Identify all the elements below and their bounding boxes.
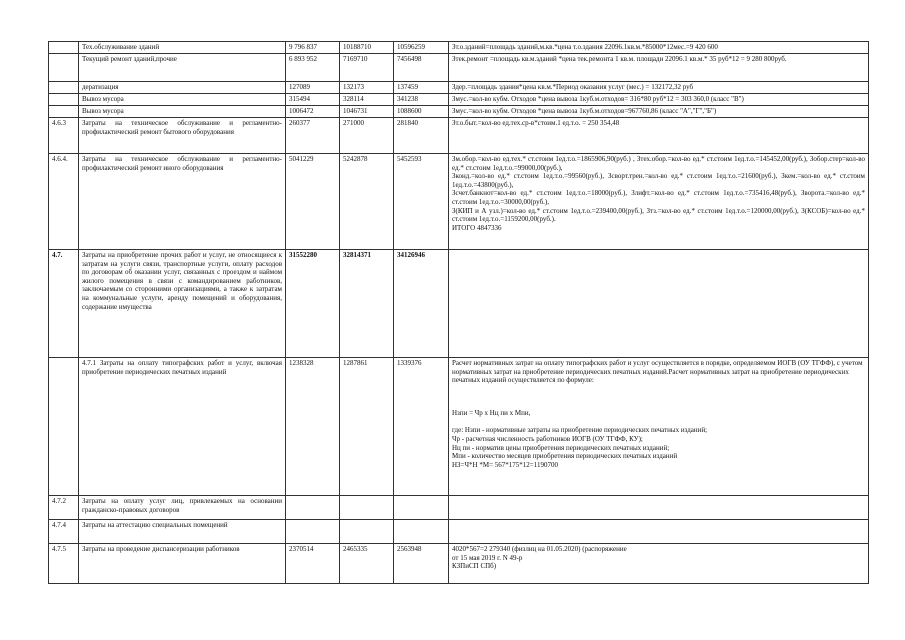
value-year-2: 7169710 [340,54,394,82]
calculation-note: Зт.о.быт.=кол-во ед.тех.ср-в*стоим.1 ед.т.о. = 250 354,48 [449,118,869,154]
value-year-1: 127089 [286,82,340,94]
row-name: Затраты на приобретение прочих работ и услуг, не относящиеся к затратам на услуги связи, транспортные услуги, оплату расходов по договорам об оказании услуг, связанных с проездом и наймом жилого помещения в связи с командированием работников, заключаемым со сторонними организациями, а также к затратам на коммунальные услуги, аренду помещений и оборудования, содержание имущества [79,250,286,358]
calculation-note [449,520,869,544]
value-year-3: 34126946 [394,250,449,358]
value-year-2 [340,520,394,544]
table-row [49,106,869,118]
value-year-1: 315494 [286,94,340,106]
row-name: Текущий ремонт зданий,прочие [79,54,286,82]
value-year-1: 1238328 [286,358,340,496]
value-year-1: 5041229 [286,154,340,250]
row-name: Вывоз мусора [79,94,286,106]
row-number: 4.6.4. [49,154,79,250]
value-year-2: 2465335 [340,544,394,584]
row-name: 4.7.1 Затраты на оплату типографских работ и услуг, включая приобретение периодических печатных изданий [79,358,286,496]
table-row [49,94,869,106]
table-row [49,520,869,544]
value-year-3: 2563948 [394,544,449,584]
value-year-1 [286,520,340,544]
row-name: Затраты на техническое обслуживание и регламентно-профилактический ремонт бытового оборудования [79,118,286,154]
table-row [49,544,869,584]
value-year-3: 281840 [394,118,449,154]
row-name: Затраты на оплату услуг лиц, привлекаемых на основании гражданско-правовых договоров [79,496,286,520]
value-year-3: 1339376 [394,358,449,496]
calculation-note [449,250,869,358]
table-row [49,154,869,250]
value-year-1 [286,496,340,520]
row-number [49,54,79,82]
calculation-note: Здер.=площадь здания*цена кв.м.*Период оказания услуг (мес.) = 132172,32 руб [449,82,869,94]
row-name: Затраты на проведение диспансеризации работников [79,544,286,584]
row-number: 4.7. [49,250,79,358]
value-year-1: 260377 [286,118,340,154]
value-year-3: 1088600 [394,106,449,118]
value-year-2: 1046731 [340,106,394,118]
calculation-note [449,496,869,520]
value-year-3: 10596259 [394,42,449,54]
calculation-note: 4020*567=2 279340 (физлиц на 01.05.2020) (распоряжение от 15 мая 2019 г. N 49-р КЗПиСП СПб) [449,544,869,584]
value-year-3: 341238 [394,94,449,106]
table-row [49,358,869,496]
value-year-2: 328114 [340,94,394,106]
value-year-2: 5242878 [340,154,394,250]
calculation-note: Змус.=кол-во кубм. Отходов *цена вывоза 1куб.м.отходов= 316*80 руб*12 = 303 360,0 (класс "В") [449,94,869,106]
row-number [49,82,79,94]
calculation-note: Змус.=кол-во кубм. Отходов *цена вывоза 1куб.м.отходов=967760,86 (класс "А","Г","Б") [449,106,869,118]
value-year-1: 6 893 952 [286,54,340,82]
cost-table [48,41,869,584]
calculation-note: Зм.обор.=кол-во ед.тех.* ст.стоим 1ед.т.о.=1865906,90(руб.) , Зтех.обор.=кол-во ед.* ст.стоим 1ед.т.о.=145452,00(руб.), Зобор.стер=кол-во ед.* ст.стоим 1ед.т.о.=99000,00(руб.), Зконд.=кол-во ед.* ст.стоим 1ед.т.о.=99560(руб.), Зсворт.трен.=кол-во ед.* ст.стоим 1ед.т.о.=21600(руб.), Зкем.=кол-во ед.* ст.стоим 1ед.т.о.=43800(руб.), Зсчет.банкнот=кол-во ед.* ст.стоим 1ед.т.о.=18000(руб.), Злифт.=кол-во ед.* ст.стоим 1ед.т.о.=735416,48(руб.), Зворота.=кол-во ед.* ст.стоим 1ед.т.о.=30000,00(руб.), З(КИП и А узл.)=кол-во ед.* ст.стоим 1ед.т.о.=239400,00(руб.), Зтз.=кол-во ед.* ст.стоим 1ед.т.о.=120000,00(руб.), З(КСОБ)=кол-во ед.* ст.стоим 1ед.т.о.=1159200,00(руб.). ИТОГО 4847336 [449,154,869,250]
value-year-2: 132173 [340,82,394,94]
value-year-1: 9 796 837 [286,42,340,54]
table-row [49,54,869,82]
table-row [49,82,869,94]
row-number: 4.6.3 [49,118,79,154]
value-year-2: 1287861 [340,358,394,496]
calculation-note: Расчет нормативных затрат на оплату типографских работ и услуг осуществляется в порядке, определяемом ИОГВ (ОУ ТГФФ), с учетом нормативных затрат на приобретение периодических печатных изданий.Расчет нормативных затрат на приобретение периодических печатных изданий осуществляется по формуле: Нзпи = Чр х Нц пи х Мпи, где: Нзпи - нормативные затраты на приобретение периодических печатных изданий; Чр - расчетная численность работников ИОГВ (ОУ ТГФФ, КУ); Нц пи - норматив цены приобретения периодических печатных изданий; Мпи - количество месяцев приобретения периодических печатных изданий НЗ=Ч*Н *М= 567*175*12=1190700 [449,358,869,496]
value-year-1: 2370514 [286,544,340,584]
table-row [49,496,869,520]
table-row [49,42,869,54]
value-year-3: 5452593 [394,154,449,250]
value-year-1: 1006472 [286,106,340,118]
row-number: 4.7.2 [49,496,79,520]
value-year-3 [394,520,449,544]
table-row [49,118,869,154]
value-year-2: 271000 [340,118,394,154]
value-year-2 [340,496,394,520]
row-name: Затраты на техническое обслуживание и регламентно-профилактический ремонт иного оборудования [79,154,286,250]
row-name: Вывоз мусора [79,106,286,118]
row-name: Затраты на аттестацию специальных помещений [79,520,286,544]
calculation-note: Зтек.ремонт =площадь кв.м.зданий *цена тек.ремонта 1 кв.м. площади 22096.1 кв.м.* 35 руб*12 = 9 280 800руб. [449,54,869,82]
table-row [49,250,869,358]
row-number [49,42,79,54]
row-name: дератизация [79,82,286,94]
row-number [49,94,79,106]
row-number [49,106,79,118]
row-name: Тех.обслуживание зданий [79,42,286,54]
value-year-3: 7456498 [394,54,449,82]
row-number: 4.7.5 [49,544,79,584]
row-number [49,358,79,496]
value-year-3 [394,496,449,520]
calculation-note: Зт.о.зданий=площадь зданий,м.кв.*цена т.о.здания 22096.1кв.м.*85000*12мес.=9 420 600 [449,42,869,54]
value-year-1: 31552280 [286,250,340,358]
value-year-3: 137459 [394,82,449,94]
row-number: 4.7.4 [49,520,79,544]
value-year-2: 32814371 [340,250,394,358]
value-year-2: 10188710 [340,42,394,54]
